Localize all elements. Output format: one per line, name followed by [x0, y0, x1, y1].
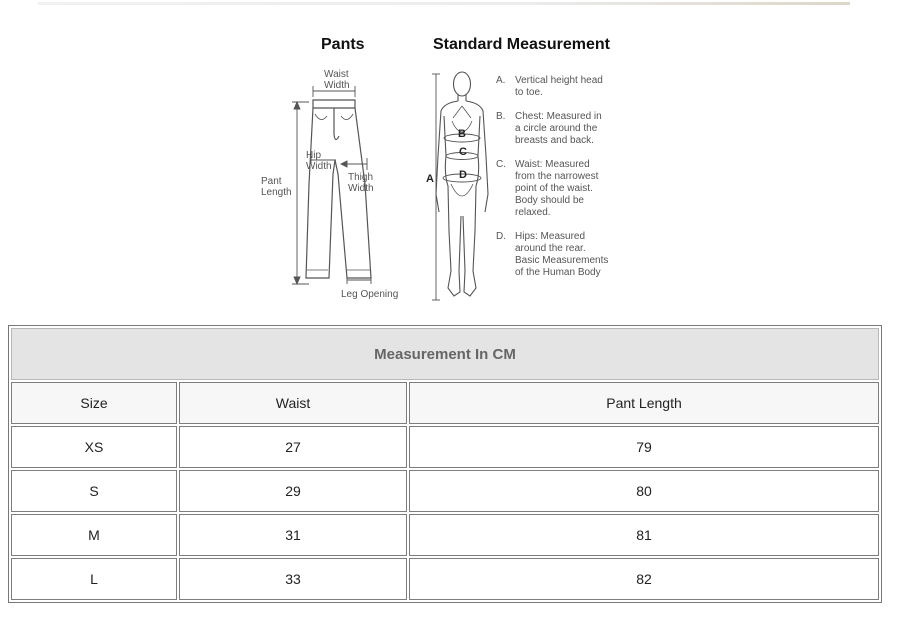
cell-size: XS	[11, 426, 177, 468]
header-waist: Waist	[179, 382, 407, 424]
table-header-row	[11, 382, 879, 424]
pant-length-label: Pant Length	[261, 176, 292, 198]
table-row	[11, 470, 879, 512]
body-letter-b: B	[458, 128, 466, 140]
table-row	[11, 514, 879, 556]
cell-size: M	[11, 514, 177, 556]
cell-waist: 31	[179, 514, 407, 556]
measurement-notes	[496, 75, 636, 291]
cell-size: S	[11, 470, 177, 512]
body-diagram	[428, 66, 498, 306]
header-size: Size	[11, 382, 177, 424]
cell-size: L	[11, 558, 177, 600]
measurement-note-b: B. Chest: Measured in a circle around the breasts and back.	[496, 111, 602, 146]
pants-diagram	[285, 64, 400, 294]
hip-width-label: Hip Width	[306, 150, 332, 172]
cell-pant-length: 82	[409, 558, 879, 600]
table-row	[11, 426, 879, 468]
top-divider	[38, 2, 850, 5]
cell-waist: 29	[179, 470, 407, 512]
cell-pant-length: 80	[409, 470, 879, 512]
table-row	[11, 558, 879, 600]
waist-width-label: Waist Width	[324, 69, 350, 91]
body-letter-d: D	[459, 169, 467, 181]
cell-waist: 27	[179, 426, 407, 468]
size-table	[8, 325, 882, 603]
measurement-note-a: A. Vertical height head to toe.	[496, 75, 603, 98]
measurement-note-c: C. Waist: Measured from the narrowest point of the waist. Body should be relaxed.	[496, 159, 599, 218]
body-letter-c: C	[459, 146, 467, 158]
pants-title: Pants	[321, 36, 365, 53]
cell-pant-length: 81	[409, 514, 879, 556]
thigh-width-label: Thigh Width	[348, 172, 374, 194]
leg-opening-label: Leg Opening	[341, 289, 399, 300]
body-letter-a: A	[426, 173, 434, 185]
standard-measurement-title: Standard Measurement	[433, 36, 610, 53]
measurement-note-d: D. Hips: Measured around the rear. Basic Measurements of the Human Body	[496, 231, 609, 278]
table-caption: Measurement In CM	[11, 328, 879, 380]
cell-pant-length: 79	[409, 426, 879, 468]
cell-waist: 33	[179, 558, 407, 600]
header-pant-length: Pant Length	[409, 382, 879, 424]
